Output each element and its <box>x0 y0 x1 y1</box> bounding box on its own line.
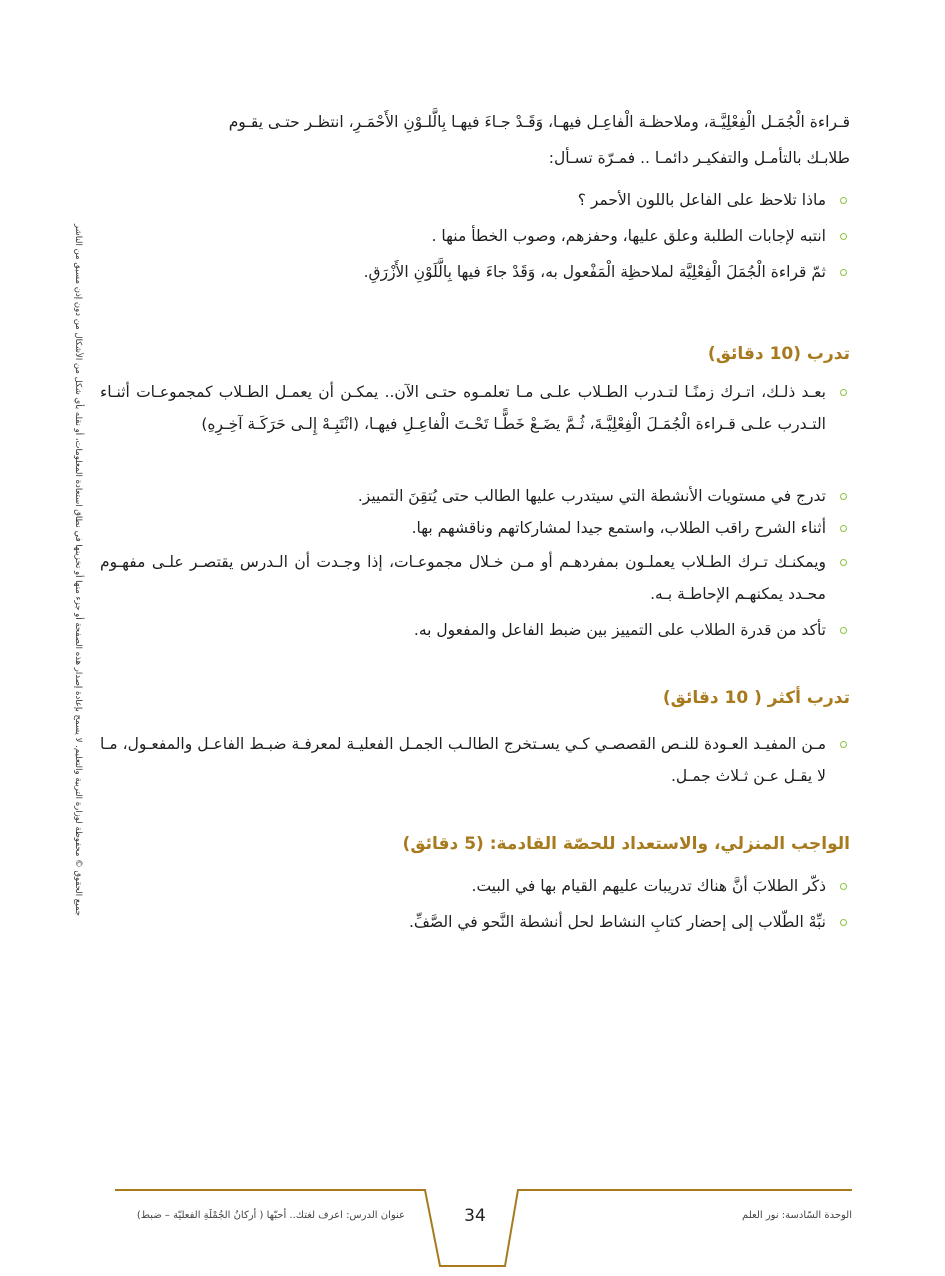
bullet-icon <box>840 493 847 500</box>
list-item: انتبه لإجابات الطلبة وعلق عليها، وحفزهم، وصوب الخطأ منها . <box>100 220 850 252</box>
page-number: 34 <box>464 1206 486 1226</box>
intro-line-2: طلابـك بالتأمـل والتفكيـر دائمـا .. فمـرّة تسـأل: <box>548 149 850 167</box>
copyright-note: جميع الحقوق © محفوظة لوزارة التربية والتعليم. لا يسمح بإعادة إصدار هذه الصفحة أو جزء منها أو تخزينها في نطاق استعادة المعلومات، أو نقله بأي شكل من الأشكال من دون إذن مسبق من الناشر <box>73 223 83 917</box>
section-heading: تدرب (10 دقائق) <box>707 344 850 364</box>
bullet-icon <box>840 525 847 532</box>
bullet-icon <box>840 233 847 240</box>
list-item: تدرج في مستويات الأنشطة التي سيتدرب عليها الطالب حتى يُتقِنَ التمييز. <box>100 480 850 512</box>
section-heading: الواجب المنزلي، والاستعداد للحصّة القادمة: (5 دقائق) <box>402 834 850 854</box>
list-item: مـن المفيـد العـودة للنـص القصصـي كـي يسـتخرج الطالـب الجمـل الفعليـة لمعرفـة ضبـط الفاعـل والمفعـول، مـا لا يقـل عـن ثـلاث جمـل. <box>100 728 850 792</box>
list-item: ثمّ قراءة الْجُمَلَ الْفِعْلِيَّة لملاحظِة الْمَفْعول به، وَقَدْ جاءَ فيها بِالَّلَوْنِ الأَزْرَقِ. <box>100 256 850 288</box>
list-item: نبِّهْ الطّلاب إلى إحضار كتابِ النشاط لحل أنشطة النَّحو في الصَّفِّ. <box>100 906 850 938</box>
list-item: ذكّر الطلابَ أنَّ هناك تدريبات عليهم القيام بها في البيت. <box>100 870 850 902</box>
list-item: تأكد من قدرة الطلاب على التمييز بين ضبط الفاعل والمفعول به. <box>100 614 850 646</box>
bullet-icon <box>840 559 847 566</box>
list-item: بعـد ذلـك، اتـرك زمنًـا لتـدرب الطـلاب علـى مـا تعلمـوه حتـى الآن.. يمكـن أن يعمـل الطـلاب كمجموعـات أثنـاء التـدرب علـى قـراءة الْجُمَـلَ الْفِعْلِيَّـةَ، ثُـمَّ يضَـعْ خَطًّـا تَحْـتَ الْفاعِـلِ فيهـا، (انْتَبِـهْ إِلـى حَرَكَـة آخِـرِهِ) <box>100 376 850 440</box>
page-footer <box>0 1180 945 1276</box>
list-item: ويمكنـك تـرك الطـلاب يعملـون بمفردهـم أو مـن خـلال مجموعـات، إذا وجـدت أن الـدرس يقتصـر علـى مفهـوم محـدد يمكنهـم الإحاطـة بـه. <box>100 546 850 610</box>
list-item: ماذا تلاحظ على الفاعل باللون الأحمر ؟ <box>100 184 850 216</box>
bullet-icon <box>840 627 847 634</box>
bullet-icon <box>840 741 847 748</box>
bullet-icon <box>840 883 847 890</box>
bullet-icon <box>840 197 847 204</box>
footer-lesson-title: عنوان الدرس: اعرف لغتك.. أحبّها ( أركانُ الجُمْلَةِ الفعليّة – ضبط) <box>136 1210 405 1221</box>
bullet-icon <box>840 389 847 396</box>
bullet-icon <box>840 269 847 276</box>
bullet-icon <box>840 919 847 926</box>
section-heading: تدرب أكثر ( 10 دقائق) <box>662 688 850 708</box>
intro-line-1: قـراءة الْجُمَـل الْفِعْلِيَّـة، وملاحظـة الْفاعِـل فيهـا، وَقَـدْ جـاءَ فيهـا بِالَّلـوْنِ الأَحْمَـرِ، انتظـر حتـى يقـوم <box>228 113 850 131</box>
footer-unit: الوحدة السّادسة: نور العلم <box>742 1210 852 1221</box>
footer-frame <box>0 1180 945 1276</box>
list-item: أثناء الشرح راقب الطلاب، واستمع جيدا لمشاركاتهم وناقشهم بها. <box>100 512 850 544</box>
